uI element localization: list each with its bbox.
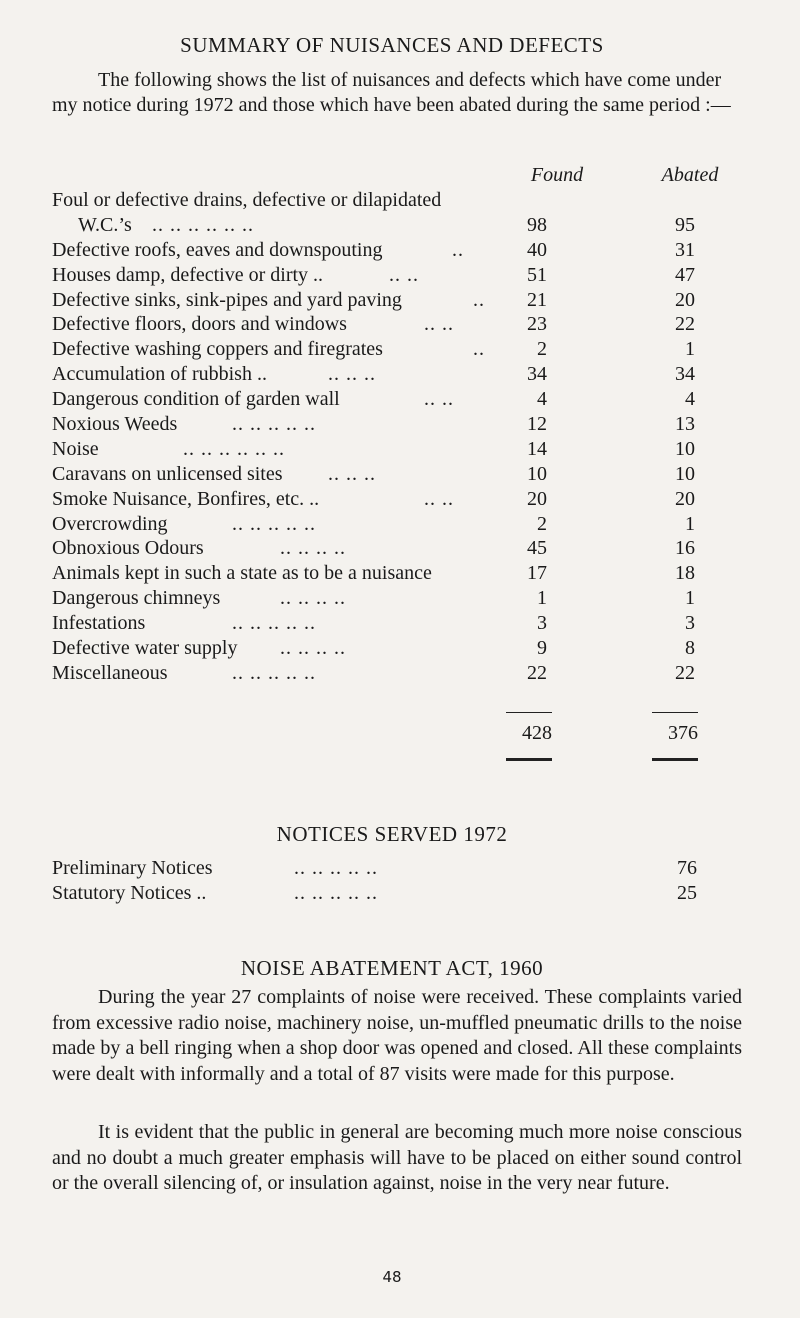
- abated-value: 18: [675, 562, 695, 585]
- dot-leader: .. ..: [389, 263, 419, 286]
- abated-value: 16: [675, 537, 695, 560]
- notice-value: 25: [677, 882, 697, 904]
- found-value: 14: [527, 437, 547, 460]
- abated-value: 20: [675, 288, 695, 311]
- table-row: [52, 312, 742, 337]
- dot-leader: .. .. .. ..: [280, 587, 346, 610]
- row-label: Defective sinks, sink-pipes and yard paving: [52, 288, 402, 311]
- abated-total-rule: [652, 712, 698, 713]
- abated-value: 10: [675, 462, 695, 485]
- notices-heading: NOTICES SERVED 1972: [276, 822, 508, 846]
- table-row: [52, 512, 742, 537]
- table-row: [52, 561, 742, 586]
- abated-total-double-rule: [652, 758, 698, 761]
- abated-value: 13: [675, 413, 695, 436]
- abated-value: 1: [685, 587, 695, 610]
- row-label: Foul or defective drains, defective or dilapidated: [52, 189, 442, 211]
- found-value: 4: [537, 388, 547, 411]
- table-row: [52, 636, 742, 661]
- dot-leader: .. .. .. .. ..: [294, 882, 378, 904]
- found-value: 45: [527, 537, 547, 560]
- dot-leader: .. ..: [424, 313, 454, 336]
- found-value: 17: [527, 562, 547, 585]
- dot-leader: .. .. .. .. ..: [232, 661, 316, 684]
- table-row: [52, 263, 742, 288]
- row-label: Animals kept in such a state as to be a nuisance: [52, 562, 432, 585]
- abated-value: 22: [675, 313, 695, 336]
- dot-leader: .. .. .. .. ..: [232, 612, 316, 635]
- dot-leader: .. .. ..: [328, 462, 376, 485]
- abated-value: 20: [675, 487, 695, 510]
- dot-leader: .. .. .. .. ..: [232, 413, 316, 436]
- row-label: Dangerous chimneys: [52, 587, 221, 610]
- table-row: [52, 387, 742, 412]
- table-row: [52, 412, 742, 437]
- row-label: Defective floors, doors and windows: [52, 313, 347, 336]
- table-row: [52, 213, 742, 238]
- abated-value: 1: [685, 338, 695, 361]
- dot-leader: .. .. .. ..: [280, 537, 346, 560]
- found-total-double-rule: [506, 758, 552, 761]
- table-row: [52, 337, 742, 362]
- nuisance-table: [52, 188, 742, 686]
- found-value: 23: [527, 313, 547, 336]
- abated-value: 3: [685, 612, 695, 635]
- dot-leader: ..: [473, 288, 485, 311]
- row-label: Defective washing coppers and firegrates: [52, 338, 383, 361]
- table-row: [52, 288, 742, 313]
- found-value: 10: [527, 462, 547, 485]
- abated-column-header: Abated: [661, 164, 719, 186]
- row-label-continued: W.C.’s: [78, 213, 132, 236]
- row-label: Noxious Weeds: [52, 413, 178, 436]
- row-label: Miscellaneous: [52, 661, 168, 684]
- dot-leader: .. .. .. .. .. ..: [183, 437, 285, 460]
- found-value: 3: [537, 612, 547, 635]
- found-value: 22: [527, 661, 547, 684]
- found-value: 12: [527, 413, 547, 436]
- dot-leader: .. .. .. .. ..: [232, 512, 316, 535]
- intro-paragraph: The following shows the list of nuisances and defects which have come under my notice during 1972 and those which have been abated during the same period :—: [52, 69, 731, 116]
- abated-value: 10: [675, 437, 695, 460]
- found-value: 98: [527, 213, 547, 236]
- abated-value: 1: [685, 512, 695, 535]
- table-row: [52, 462, 742, 487]
- found-total-rule: [506, 712, 552, 713]
- dot-leader: ..: [452, 238, 464, 261]
- abated-total: 376: [668, 722, 698, 744]
- page-number: 48: [382, 1268, 402, 1286]
- dot-leader: .. .. .. .. ..: [294, 857, 378, 879]
- row-label: Defective water supply: [52, 637, 238, 660]
- row-label: Noise: [52, 437, 99, 460]
- found-value: 40: [527, 238, 547, 261]
- notice-label: Preliminary Notices: [52, 857, 213, 879]
- found-column-header: Found: [530, 164, 584, 186]
- table-row: [52, 238, 742, 263]
- dot-leader: .. .. .. ..: [280, 637, 346, 660]
- dot-leader: ..: [473, 338, 485, 361]
- row-label: Dangerous condition of garden wall: [52, 388, 340, 411]
- row-label: Obnoxious Odours: [52, 537, 204, 560]
- abated-value: 4: [685, 388, 695, 411]
- found-value: 20: [527, 487, 547, 510]
- table-row: [52, 487, 742, 512]
- dot-leader: .. ..: [424, 487, 454, 510]
- abated-value: 31: [675, 238, 695, 261]
- notice-row: [52, 856, 742, 881]
- notice-value: 76: [677, 857, 697, 879]
- dot-leader: .. .. ..: [328, 363, 376, 386]
- notice-row: [52, 881, 742, 906]
- abated-value: 22: [675, 661, 695, 684]
- noise-paragraph-1: During the year 27 complaints of noise were received. These complaints varied from excessive radio noise, machinery noise, un-muffled pneumatic drills to the noise made by a bell ringing when a shop door was opened and closed. All these complaints were dealt with informally and a total of 87 visits were made for this purpose.: [52, 986, 742, 1085]
- abated-value: 95: [675, 213, 695, 236]
- abated-value: 8: [685, 637, 695, 660]
- table-row: [52, 586, 742, 611]
- found-value: 1: [537, 587, 547, 610]
- table-row: [52, 188, 742, 213]
- abated-value: 47: [675, 263, 695, 286]
- found-value: 34: [527, 363, 547, 386]
- table-row: [52, 362, 742, 387]
- found-value: 9: [537, 637, 547, 660]
- row-label: Caravans on unlicensed sites: [52, 462, 283, 485]
- noise-paragraph-2: It is evident that the public in general are becoming much more noise conscious and no doubt a much greater emphasis will have to be placed on either sound control or the overall silencing of, or insulation against, noise in the very near future.: [52, 1121, 742, 1194]
- row-label: Infestations: [52, 612, 146, 635]
- dot-leader: .. ..: [424, 388, 454, 411]
- page-title: SUMMARY OF NUISANCES AND DEFECTS: [180, 33, 604, 57]
- row-label: Defective roofs, eaves and downspouting: [52, 238, 383, 261]
- found-value: 2: [537, 512, 547, 535]
- dot-leader: .. .. .. .. .. ..: [152, 213, 254, 236]
- table-row: [52, 437, 742, 462]
- noise-act-heading: NOISE ABATEMENT ACT, 1960: [240, 956, 544, 980]
- found-total: 428: [522, 722, 552, 744]
- row-label: Overcrowding: [52, 512, 168, 535]
- found-value: 51: [527, 263, 547, 286]
- table-row: [52, 611, 742, 636]
- found-value: 21: [527, 288, 547, 311]
- table-row: [52, 536, 742, 561]
- notice-label: Statutory Notices ..: [52, 882, 207, 904]
- table-row: [52, 661, 742, 686]
- abated-value: 34: [675, 363, 695, 386]
- row-label: Houses damp, defective or dirty ..: [52, 263, 324, 286]
- row-label: Smoke Nuisance, Bonfires, etc. ..: [52, 487, 320, 510]
- found-value: 2: [537, 338, 547, 361]
- row-label: Accumulation of rubbish ..: [52, 363, 267, 386]
